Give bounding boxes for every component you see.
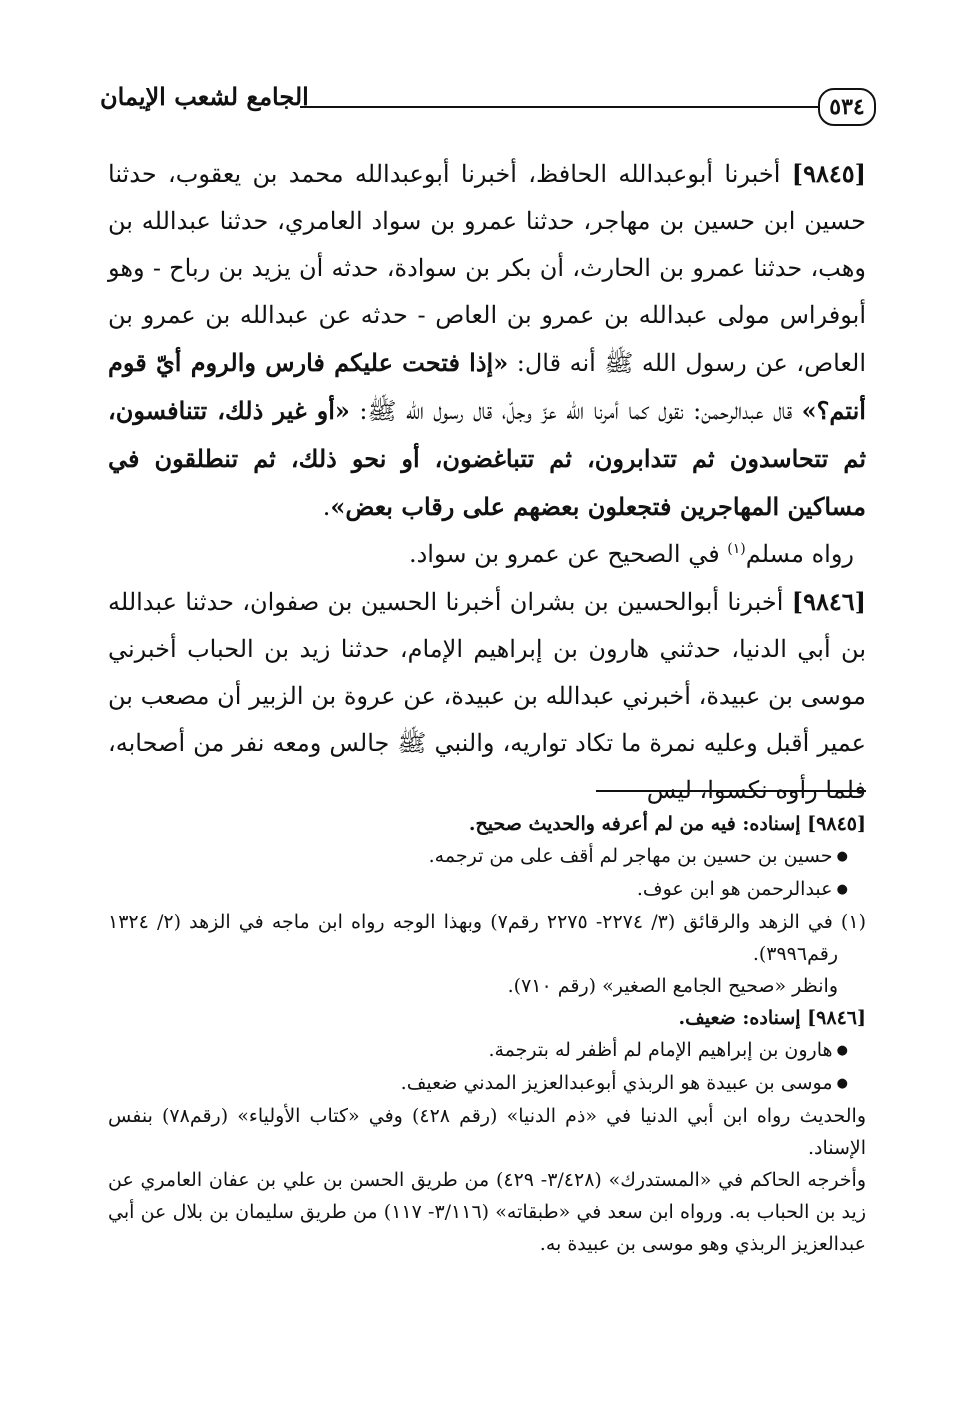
footnotes (108, 808, 866, 1260)
note-bullet: ● عبدالرحمن هو ابن عوف. (108, 873, 848, 906)
hadith-9845 (108, 150, 866, 531)
note-9846-head: [٩٨٤٦] إسناده: ضعيف. (678, 1007, 866, 1029)
hadith-9846 (108, 578, 866, 814)
footnote-ref: (١) (727, 541, 746, 557)
hadith-matn: «إذا فتحت عليكم فارس والروم أيّ قوم أنتم؟» (108, 348, 866, 425)
note-9845-head: [٩٨٤٥] إسناده: فيه من لم أعرفه والحديث صحيح. (468, 813, 866, 835)
note-paragraph: والحديث رواه ابن أبي الدنيا في «ذم الدنيا» (رقم ٤٢٨) وفي «كتاب الأولياء» (رقم٧٨) بنفس الإسناد. (108, 1105, 866, 1159)
book-title: الجامع لشعب الإيمان (100, 82, 309, 111)
hadith-number: [٩٨٤٥] (791, 159, 866, 188)
footnote-separator (596, 790, 866, 792)
hadith-matn: «أو غير ذلك، تتنافسون، ثم تتحاسدون ثم تتدابرون، ثم تتباغضون، أو نحو ذلك، ثم تنطلقون في مساكين المهاجرين فتجعلون بعضهم على رقاب بعض» (108, 396, 867, 521)
note-paragraph: وأخرجه الحاكم في «المستدرك» (٣/٤٢٨- ٤٢٩) من طريق الحسن بن علي بن عفان العامري عن زيد بن الحباب به. ورواه ابن سعد في «طبقاته» (٣/١١٦- ١١٧) من طريق سليمان بن بلال عن أبي عبدالعزيز الربذي وهو موسى بن عبيدة به. (108, 1169, 867, 1255)
riwaya-text: في الصحيح عن عمرو بن سواد. (408, 540, 728, 568)
hadith-text: أخبرنا أبوالحسين بن بشران أخبرنا الحسين بن صفوان، حدثنا عبدالله بن أبي الدنيا، حدثني هارون بن إبراهيم الإمام، حدثنا زيد بن الحباب أخبرني موسى بن عبيدة، أخبرني عبدالله بن عبيدة، عن عروة بن الزبير أن مصعب بن عمير أقبل وعليه نمرة ما تكاد تواريه، والنبي ﷺ جالس ومعه نفر من أصحابه، فلما رأوه نكسوا، ليس (108, 588, 867, 804)
page-number: ٥٣٤ (818, 88, 876, 126)
hadith-text: أخبرنا أبوعبدالله الحافظ، أخبرنا أبوعبدالله محمد بن يعقوب، حدثنا حسين ابن حسين بن مهاجر، حدثنا عمرو بن سواد العامري، حدثنا عبدالله بن وهب، حدثنا عمرو بن الحارث، أن بكر بن سوادة، حدثه أن يزيد بن رباح - وهو أبوفراس مولى عبدالله بن عمرو بن العاص - حدثه عن عبدالله بن عمرو بن العاص، عن رسول الله ﷺ أنه قال: (108, 160, 867, 377)
note-bullet: ● موسى بن عبيدة هو الربذي أبوعبدالعزيز المدني ضعيف. (108, 1067, 848, 1100)
hadith-text: قال عبدالرحمن: نقول كما أمرنا الله عزّ وجلّ، قال رسول الله ﷺ: (349, 397, 802, 425)
header-rule (300, 106, 820, 108)
footnote-1: (١) في الزهد والرقائق (٣/ ٢٢٧٤- ٢٢٧٥ رقم٧) وبهذا الوجه رواه ابن ماجه في الزهد (٢/ ١٣٢٤ رقم٣٩٩٦). (108, 911, 866, 965)
footnote-1-see: وانظر «صحيح الجامع الصغير» (رقم ٧١٠). (507, 975, 838, 997)
riwaya-text: رواه مسلم (745, 540, 854, 568)
hadith-number: [٩٨٤٦] (791, 587, 866, 616)
riwaya-line (108, 531, 854, 578)
page-header (100, 70, 876, 130)
note-bullet: ● هارون بن إبراهيم الإمام لم أظفر له بترجمة. (108, 1034, 848, 1067)
note-bullet: ● حسين بن حسين بن مهاجر لم أقف على من ترجمه. (108, 840, 848, 873)
main-text (108, 150, 866, 814)
hadith-end: . (322, 493, 331, 521)
